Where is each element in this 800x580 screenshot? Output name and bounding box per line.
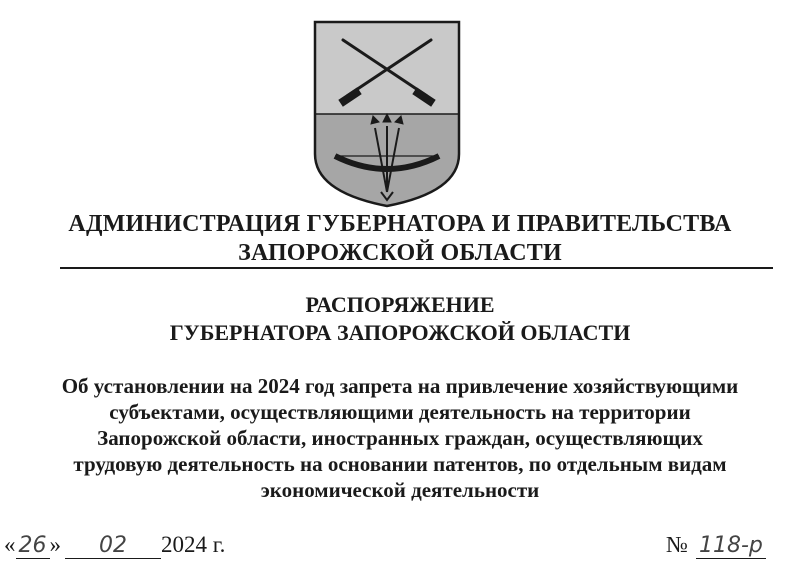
date-day-handwritten: 26 [16, 533, 50, 559]
decree-date [4, 532, 225, 559]
subject-line: Об установлении на 2024 год запрета на привлечение хозяйствующими [61, 374, 739, 398]
admin-line-1: АДМИНИСТРАЦИЯ ГУБЕРНАТОРА И ПРАВИТЕЛЬСТВА [68, 211, 732, 237]
date-month-handwritten: 02 [65, 533, 161, 559]
administration-header [0, 210, 800, 268]
subject-line: экономической деятельности [260, 478, 540, 502]
admin-line-2: ЗАПОРОЖСКОЙ ОБЛАСТИ [238, 240, 562, 266]
subject-line: Запорожской области, иностранных граждан, осуществляющих [97, 426, 703, 450]
subject-line: трудовую деятельность на основании патентов, по отдельным видам [73, 452, 727, 476]
number-prefix: № [666, 532, 688, 557]
coat-of-arms-emblem [305, 14, 469, 212]
date-open-quote: « [4, 532, 16, 557]
date-close-quote: » [49, 532, 61, 557]
decree-subject [0, 373, 800, 503]
decree-number [666, 532, 766, 559]
header-divider [60, 267, 773, 269]
date-year: 2024 г. [161, 532, 226, 557]
decree-line-2: ГУБЕРНАТОРА ЗАПОРОЖСКОЙ ОБЛАСТИ [169, 320, 631, 345]
subject-line: субъектами, осуществляющими деятельность на территории [109, 400, 691, 424]
decree-title [0, 291, 800, 347]
decree-line-1: РАСПОРЯЖЕНИЕ [305, 292, 495, 317]
number-handwritten: 118-р [696, 533, 766, 559]
